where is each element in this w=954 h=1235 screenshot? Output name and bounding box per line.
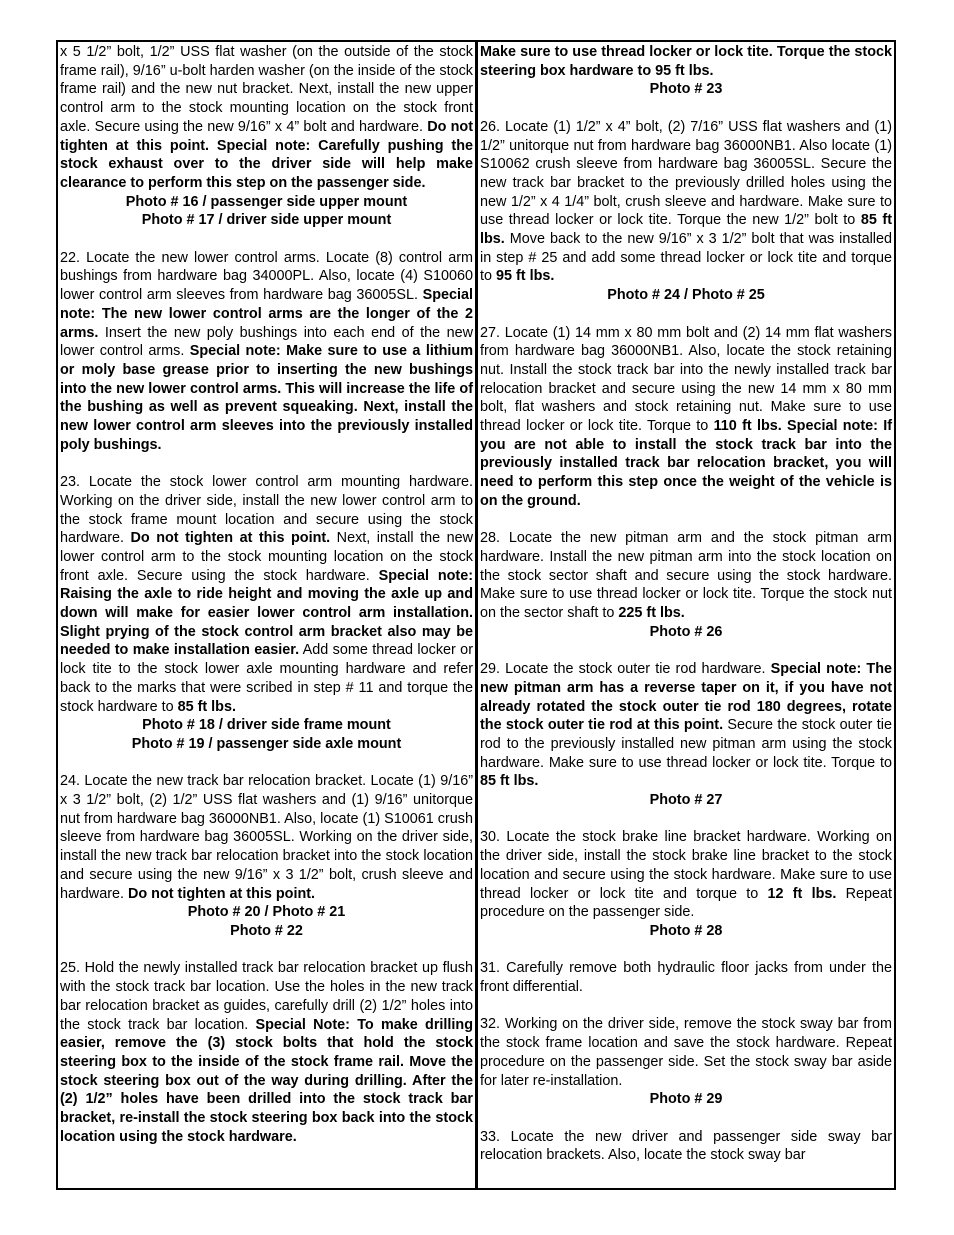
body-text: 22. Locate the new lower control arms. Locate (8) control arm bushings from hardware bag 34000PL. Also, locate (4) S10060 lower control arm sleeves from hardware bag 36005SL.: [60, 249, 473, 304]
instruction-paragraph: [480, 660, 892, 791]
instruction-paragraph: [480, 959, 892, 996]
body-text: x 5 1/2” bolt, 1/2” USS flat washer (on the outside of the stock frame rail), 9/16” u-bolt harden washer (on the inside of the stock frame rail) and the new nut bracket. Next, install the new upper control arm to the stock mounting location on the stock front axle. Secure using the new 9/16” x 4” bolt and hardware.: [60, 44, 473, 135]
bold-text: Special note: Raising the axle to ride height and moving the axle up and down will make for easier lower control arm installation. Slight prying of the stock control arm bracket also may be needed to make installation easier.: [60, 567, 474, 659]
body-text: 27. Locate (1) 14 mm x 80 mm bolt and (2) 14 mm flat washers from hardware bag 36000NB1. Also, locate the stock retaining nut. Install the stock track bar into the newly installed track bar relocation bracket and secure using the new 14 mm x 80 mm bolt, flat washers and stock retaining nut. Make sure to use thread locker or lock tite. Torque to: [480, 324, 892, 435]
bold-text: 85 ft lbs.: [480, 212, 892, 248]
bold-text: 95 ft lbs.: [496, 268, 555, 285]
bold-text: Special note: The new lower control arms are the longer of the 2 arms.: [60, 287, 473, 341]
body-text: 24. Locate the new track bar relocation bracket. Locate (1) 9/16” x 3 1/2” bolt, (2) 1/2” USS flat washers and (1) 9/16” unitorque nut from hardware bag 36000NB1. Also, locate (1) S10061 crush sleeve from hardware bag 36005SL. Working on the driver side, install the new track bar relocation bracket into the stock location and secure using the new 9/16” x 3 1/2” bolt, crush sleeve and hardware.: [60, 773, 473, 902]
photo-caption: Photo # 27: [649, 792, 723, 809]
instruction-paragraph: [60, 772, 473, 903]
instruction-paragraph: [60, 959, 473, 1146]
body-text: 32. Working on the driver side, remove the stock sway bar from the stock frame location and save the stock hardware. Repeat procedure on the passenger side. Set the stock sway bar aside for later re-installation.: [480, 1016, 892, 1089]
photo-caption: Photo # 24 / Photo # 25: [607, 287, 765, 304]
body-text: Move back to the new 9/16” x 3 1/2” bolt that was installed in step # 25 and add some thread locker or lock tite and torque to: [480, 231, 892, 285]
instruction-paragraph: [480, 43, 892, 80]
photo-caption: Photo # 29: [649, 1091, 723, 1108]
photo-caption: Photo # 20 / Photo # 21: [187, 904, 346, 921]
bold-text: 225 ft lbs.: [618, 605, 685, 622]
instruction-paragraph: [480, 828, 892, 922]
bold-text: Do not tighten at this point.: [130, 530, 331, 547]
body-text: Repeat procedure on the passenger side.: [480, 885, 893, 921]
body-text: 25. Hold the newly installed track bar relocation bracket up flush with the stock track bar location. Use the holes in the new track bar relocation bracket as guides, carefully drill (2) 1/2” holes into the stock track bar location.: [60, 960, 473, 1033]
instruction-paragraph: [480, 324, 892, 511]
instruction-paragraph: [480, 529, 892, 623]
photo-caption: Photo # 17 / driver side upper mount: [141, 212, 392, 229]
body-text: 30. Locate the stock brake line bracket hardware. Working on the driver side, install the stock brake line bracket to the stock location and secure using the stock hardware. Make sure to use thread locker or lock tite and torque to: [480, 829, 892, 902]
body-text: 26. Locate (1) 1/2” x 4” bolt, (2) 7/16” USS flat washers and (1) 1/2” unitorque nut from hardware bag 36000NB1. Also locate (1) S10062 crush sleeve from hardware bag 36005SL. Secure the new track bar bracket to the previously drilled holes using the new 1/2” x 4 1/4” bolt, crush sleeve and hardware. Make sure to use thread locker or lock tite. Torque the new 1/2” bolt to: [480, 118, 892, 229]
bold-text: 12 ft lbs.: [767, 885, 837, 902]
photo-caption: Photo # 23: [649, 81, 723, 98]
bold-text: 85 ft lbs.: [480, 773, 539, 790]
bold-text: Special Note: To make drilling easier, remove the (3) stock bolts that hold the stock steering box to the inside of the stock frame rail. Move the stock steering box out of the way during drilling. After the (2) 1/2” holes have been drilled into the stock track bar bracket, re-install the stock steering box back into the stock location using the stock hardware.: [60, 1016, 473, 1145]
left-column: [58, 42, 478, 1188]
body-text: Secure the stock outer tie rod to the previously installed new pitman arm using the stock hardware. Make sure to use thread locker or lock tite. Torque to: [480, 717, 892, 771]
photo-caption: Photo # 28: [649, 922, 723, 939]
bold-text: Do not tighten at this point.: [128, 885, 316, 902]
body-text: Next, install the new lower control arm to the stock mounting location on the stock front axle. Secure using the stock hardware.: [60, 530, 474, 584]
body-text: 23. Locate the stock lower control arm mounting hardware. Working on the driver side, install the new lower control arm to the stock frame mount location and secure using the stock hardware.: [60, 474, 473, 547]
photo-caption: Photo # 19 / passenger side axle mount: [131, 735, 402, 752]
body-text: Insert the new poly bushings into each end of the new lower control arms.: [60, 324, 473, 360]
body-text: 33. Locate the new driver and passenger side sway bar relocation brackets. Also, locate the stock sway bar: [480, 1128, 892, 1164]
right-column: [478, 42, 894, 1188]
photo-caption: Photo # 26: [649, 623, 723, 640]
instruction-paragraph: [480, 118, 892, 286]
bold-text: 85 ft lbs.: [177, 698, 236, 715]
instruction-paragraph: [60, 249, 473, 455]
instruction-paragraph: [60, 43, 473, 193]
instruction-paragraph: [480, 1015, 892, 1090]
body-text: 28. Locate the new pitman arm and the stock pitman arm hardware. Install the new pitman arm into the stock location on the stock sector shaft and secure using the stock hardware. Make sure to use thread locker or lock tite. Torque the stock nut on the sector shaft to: [480, 530, 892, 622]
bold-text: Make sure to use thread locker or lock tite. Torque the stock steering box hardware to 95 ft lbs.: [480, 44, 892, 79]
instruction-paragraph: [60, 473, 473, 716]
body-text: Add some thread locker or lock tite to the stock lower axle mounting hardware and refer back to the marks that were scribed in step # 11 and torque the stock hardware to: [60, 642, 473, 715]
bold-text: Special note: The new pitman arm has a reverse taper on it, if you have not already rotated the stock outer tie rod 180 degrees, rotate the stock outer tie rod at this point.: [480, 661, 892, 734]
photo-caption: Photo # 18 / driver side frame mount: [142, 717, 391, 734]
body-text: 29. Locate the stock outer tie rod hardware.: [480, 661, 771, 678]
bold-text: Do not tighten at this point. Special note: Carefully pushing the stock exhaust over to the driver side will help make clearance to perform this step on the passenger side.: [60, 118, 473, 191]
photo-caption: Photo # 16 / passenger side upper mount: [125, 193, 408, 210]
instruction-paragraph: [480, 1128, 892, 1165]
body-text: 31. Carefully remove both hydraulic floor jacks from under the front differential.: [480, 960, 892, 996]
bold-text: 110 ft lbs. Special note: If you are not able to install the stock track bar into the previously installed track bar relocation bracket, you will need to perform this step once the weight of the vehicle is on the ground.: [480, 418, 892, 509]
photo-caption: Photo # 22: [230, 923, 303, 939]
page-frame: [56, 40, 896, 1190]
bold-text: Special note: Make sure to use a lithium or moly base grease prior to inserting the new bushings into the new lower control arms. This will increase the life of the bushing as well as prevent squeaking. Next, install the new lower control arm sleeves into the previously installed poly bushings.: [60, 343, 473, 453]
